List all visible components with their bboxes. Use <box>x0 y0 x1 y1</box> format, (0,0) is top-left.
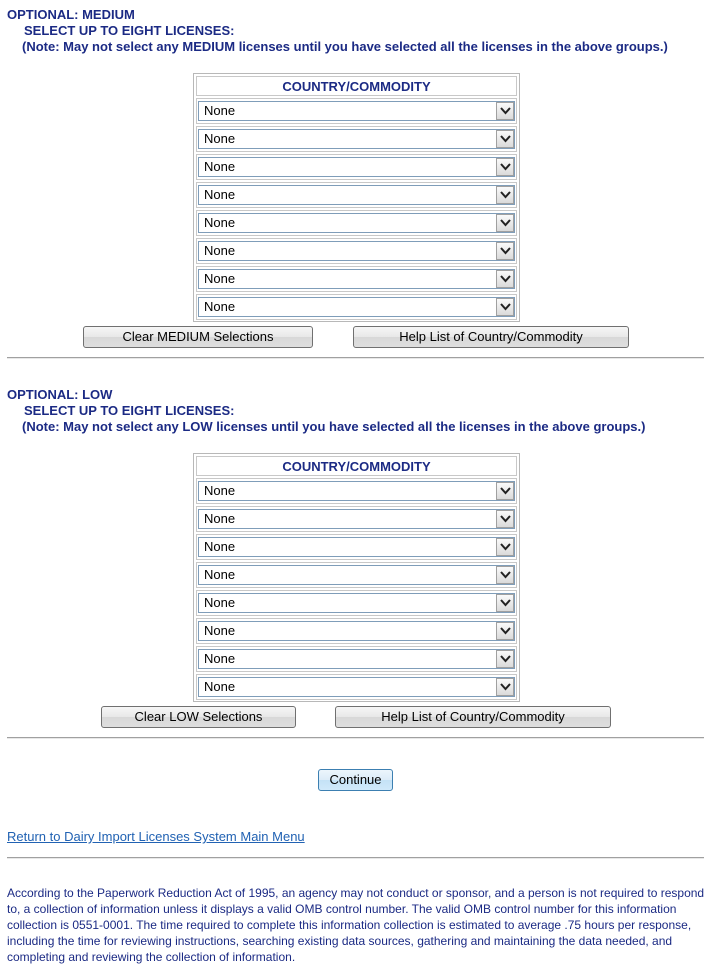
medium-license-select-3[interactable] <box>198 157 515 177</box>
chevron-down-icon[interactable] <box>496 622 514 640</box>
chevron-down-icon[interactable] <box>496 186 514 204</box>
chevron-down-icon[interactable] <box>496 482 514 500</box>
chevron-down-icon[interactable] <box>496 566 514 584</box>
low-row <box>196 478 517 504</box>
low-license-select-8[interactable] <box>198 677 515 697</box>
select-value: None <box>204 215 236 230</box>
low-row <box>196 646 517 672</box>
low-license-select-6[interactable] <box>198 621 515 641</box>
medium-license-select-8[interactable] <box>198 297 515 317</box>
chevron-down-icon[interactable] <box>496 510 514 528</box>
low-license-select-4[interactable] <box>198 565 515 585</box>
select-value: None <box>204 483 236 498</box>
select-value: None <box>204 567 236 582</box>
medium-license-select-6[interactable] <box>198 241 515 261</box>
return-main-menu-link[interactable]: Return to Dairy Import Licenses System Main Menu <box>7 829 305 844</box>
low-row <box>196 590 517 616</box>
medium-row <box>196 182 517 208</box>
medium-license-select-4[interactable] <box>198 185 515 205</box>
divider <box>7 737 704 739</box>
select-value: None <box>204 651 236 666</box>
medium-section-subtitle: SELECT UP TO EIGHT LICENSES: <box>24 23 235 38</box>
low-section-title: OPTIONAL: LOW <box>7 387 113 402</box>
low-license-select-2[interactable] <box>198 509 515 529</box>
low-section-subtitle: SELECT UP TO EIGHT LICENSES: <box>24 403 235 418</box>
low-row <box>196 562 517 588</box>
select-value: None <box>204 623 236 638</box>
select-value: None <box>204 595 236 610</box>
select-value: None <box>204 131 236 146</box>
select-value: None <box>204 299 236 314</box>
medium-license-select-7[interactable] <box>198 269 515 289</box>
chevron-down-icon[interactable] <box>496 538 514 556</box>
chevron-down-icon[interactable] <box>496 102 514 120</box>
low-license-select-7[interactable] <box>198 649 515 669</box>
chevron-down-icon[interactable] <box>496 678 514 696</box>
medium-license-table <box>193 73 520 322</box>
low-license-select-3[interactable] <box>198 537 515 557</box>
medium-section-note: (Note: May not select any MEDIUM licenses until you have selected all the licenses in the above groups.) <box>22 39 668 54</box>
medium-section-title: OPTIONAL: MEDIUM <box>7 7 135 22</box>
medium-row <box>196 98 517 124</box>
select-value: None <box>204 243 236 258</box>
chevron-down-icon[interactable] <box>496 594 514 612</box>
medium-license-select-2[interactable] <box>198 129 515 149</box>
medium-column-header: COUNTRY/COMMODITY <box>196 76 517 96</box>
clear-low-button[interactable]: Clear LOW Selections <box>101 706 296 728</box>
chevron-down-icon[interactable] <box>496 270 514 288</box>
chevron-down-icon[interactable] <box>496 650 514 668</box>
medium-license-select-1[interactable] <box>198 101 515 121</box>
medium-row <box>196 126 517 152</box>
medium-row <box>196 154 517 180</box>
chevron-down-icon[interactable] <box>496 158 514 176</box>
select-value: None <box>204 103 236 118</box>
low-license-table <box>193 453 520 702</box>
low-section-note: (Note: May not select any LOW licenses until you have selected all the licenses in the above groups.) <box>22 419 646 434</box>
low-row <box>196 674 517 700</box>
select-value: None <box>204 271 236 286</box>
chevron-down-icon[interactable] <box>496 214 514 232</box>
paperwork-reduction-act-notice: According to the Paperwork Reduction Act of 1995, an agency may not conduct or sponsor, and a person is not required to respond to, a collection of information unless it displays a valid OMB control number. The valid OMB control number for this information collection is 0551-0001. The time required to complete this information collection is estimated to average .75 hours per response, including the time for reviewing instructions, searching existing data sources, gathering and maintaining the data needed, and completing and reviewing the collection of information. <box>7 886 705 964</box>
low-license-select-5[interactable] <box>198 593 515 613</box>
continue-button[interactable]: Continue <box>318 769 393 791</box>
medium-row <box>196 210 517 236</box>
select-value: None <box>204 159 236 174</box>
low-license-select-1[interactable] <box>198 481 515 501</box>
medium-license-select-5[interactable] <box>198 213 515 233</box>
select-value: None <box>204 511 236 526</box>
medium-row <box>196 238 517 264</box>
help-list-low-button[interactable]: Help List of Country/Commodity <box>335 706 611 728</box>
chevron-down-icon[interactable] <box>496 242 514 260</box>
medium-row <box>196 266 517 292</box>
select-value: None <box>204 679 236 694</box>
clear-medium-button[interactable]: Clear MEDIUM Selections <box>83 326 313 348</box>
divider <box>7 357 704 359</box>
low-row <box>196 534 517 560</box>
low-column-header: COUNTRY/COMMODITY <box>196 456 517 476</box>
low-row <box>196 618 517 644</box>
chevron-down-icon[interactable] <box>496 130 514 148</box>
medium-row <box>196 294 517 320</box>
divider <box>7 857 704 859</box>
low-row <box>196 506 517 532</box>
help-list-medium-button[interactable]: Help List of Country/Commodity <box>353 326 629 348</box>
chevron-down-icon[interactable] <box>496 298 514 316</box>
select-value: None <box>204 539 236 554</box>
select-value: None <box>204 187 236 202</box>
